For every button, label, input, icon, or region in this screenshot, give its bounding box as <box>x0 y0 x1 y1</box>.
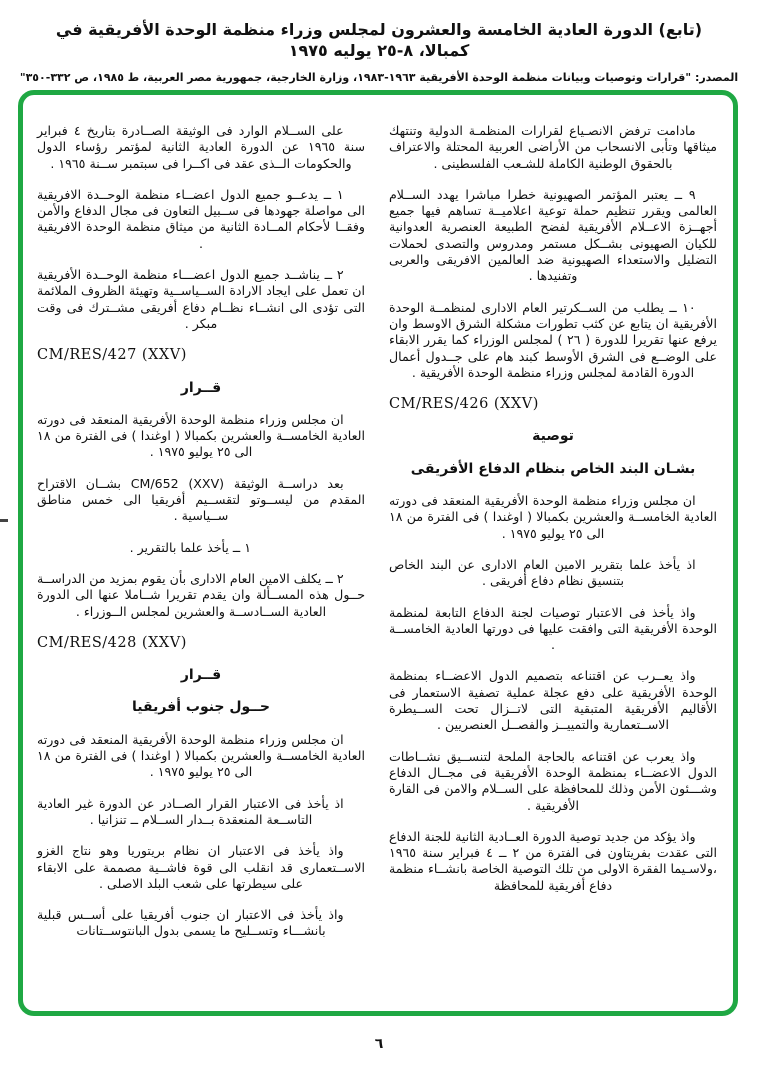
paragraph-item-9: ٩ ــ يعتبر المؤتمر الصهيونية خطرا مباشرا يهدد الســلام العالمى ويقرر تنظيم حملة توعية اعلاميــة تساهم فيها جميع أجهــزة الاعــلام الأفريقية لفضح الطبيعة العنصرية العدوانية للكيان الصهيونى بشــكل مستمر ومدروس والتصدى لحملات التضليل والاستعداء الصهيونية ضد العالمين الافريقى والعربى وتفنيدها . <box>389 186 717 284</box>
green-border-frame <box>18 90 738 1016</box>
resolution-type-heading: قــرار <box>180 379 222 396</box>
paragraph: ان مجلس وزراء منظمة الوحدة الأفريقية المنعقد فى دورته العادية الخامســة والعشرين بكمبالا ( اوغندا ) فى الفترة من ١٨ الى ٢٥ يوليو ١٩٧٥ . <box>389 493 717 541</box>
resolution-subject-heading: بشـان البند الخاص بنظام الدفاع الأفريقى <box>410 460 696 477</box>
text-columns <box>37 123 717 1003</box>
paragraph: واذ يأخذ فى الاعتبار ان نظام بريتوريا وهو نتاج الغزو الاســتعمارى قد انقلب الى قوة فاشــية مصممة على الابقاء على سيطرتها على شعب البلد الاصلى . <box>37 843 365 891</box>
page-title: (تابع) الدورة العادية الخامسة والعشرون لمجلس وزراء منظمة الوحدة الأفريقية في كمبالا، ٨-٢٥ يوليه ١٩٧٥ <box>55 20 703 60</box>
source-citation: المصدر: "قرارات وتوصيات وبيانات منظمة الوحدة الأفريقية ١٩٦٣-١٩٨٣، وزارة الخارجية، جمهورية مصر العربية، ط ١٩٨٥، ص ٣٣٢-٣٥٠" <box>19 70 739 84</box>
paragraph: اذ يأخذ فى الاعتبار القرار الصــادر عن الدورة غير العادية التاســعة المنعقدة بــدار الســلام ــ تنزانيا . <box>37 795 344 827</box>
paragraph-item-10: ١٠ ــ يطلب من الســكرتير العام الادارى لمنظمــة الوحدة الأفريقية ان يتابع عن كثب تطورات مشكلة الشرق الاوسط وان يرفع عنها تقريرا للدورة ( ٢٦ ) لمجلس الوزراء كما يقرر الابقاء على الوضــع فى الشرق الأوسط كبند هام على جــدول أعمال الدورة القادمة لمجلس وزراء منظمة الوحدة الأفريقية . <box>389 299 717 380</box>
column-left <box>37 123 365 1003</box>
paragraph-item-1: ١ ــ يدعــو جميع الدول اعضــاء منظمة الوحــدة الافريقية الى مواصلة جهودها فى ســبيل التعاون فى مجال الدفاع والأمن وفقــا لأحكام المــادة الثانية من ميثاق منظمة الوحدة الافريقية . <box>37 186 365 251</box>
paragraph-item-2: ٢ ــ يكلف الامين العام الادارى بأن يقوم بمزيد من الدراســة حــول هذه المســألة وان يقدم تقريرا شــاملا عنها الى الدورة العادية الســادســة والعشرين لمجلس الــوزراء . <box>37 570 365 619</box>
paragraph: على الســلام الوارد فى الوثيقة الصــادرة بتاريخ ٤ فبراير سنة ١٩٦٥ عن الدورة العادية الثانية لمؤتمر رؤساء الدول والحكومات الــذى عقد فى اكــرا فى سبتمبر ســنة ١٩٦٥ . <box>37 123 365 171</box>
paragraph-item-1: ١ ــ يأخذ علما بالتقرير . <box>129 539 252 555</box>
paragraph: واذ يأخذ فى الاعتبار توصيات لجنة الدفاع التابعة لمنظمة الوحدة الأفريقية التى وافقت عليها فى دورتها العادية الخامســة . <box>389 604 717 653</box>
paragraph: ان مجلس وزراء منظمة الوحدة الأفريقية المنعقد فى دورته العادية الخامســة والعشرين بكمبالا ( اوغندا ) فى الفترة من ١٨ الى ٢٥ يوليو ١٩٧٥ . <box>37 411 365 460</box>
column-right <box>389 123 717 1003</box>
page-header <box>0 20 758 84</box>
paragraph: واذ يعــرب عن اقتناعه بتصميم الدول الاعضــاء بمنظمة الوحدة الأفريقية على دفع عجلة عملية تصفية الاستعمار فى الأقاليم الأفريقية المتبقية التى لاتــزال تحت الســيطرة الاســتعمارية والتمييــز والفصــل العنصريين . <box>389 668 717 733</box>
resolution-number-cm-res-427: CM/RES/427 (XXV) <box>37 347 187 364</box>
resolution-number-cm-res-426: CM/RES/426 (XXV) <box>389 396 539 413</box>
paragraph: واذ يعرب عن اقتناعه بالحاجة الملحة لتنســيق نشــاطات الدول الاعضــاء بمنظمة الوحدة الأفريقية فى مجــال الدفاع وشـــئون الأمن وذلك للمحافظة على الســلام والامن فى القارة الأفريقية . <box>389 748 717 813</box>
paragraph: ان مجلس وزراء منظمة الوحدة الأفريقية المنعقد فى دورته العادية الخامســة والعشرين بكمبالا ( اوغندا ) فى الفترة من ١٨ الى ٢٥ يوليو ١٩٧٥ . <box>37 731 365 780</box>
resolution-number-cm-res-428: CM/RES/428 (XXV) <box>37 634 187 651</box>
scan-artifact-mark <box>0 519 8 522</box>
resolution-type-heading: قــرار <box>180 667 222 684</box>
paragraph: اذ يأخذ علما بتقرير الامين العام الادارى عن البند الخاص بتنسيق نظام دفاع أفريقى . <box>389 556 696 589</box>
paragraph: واذ يؤكد من جديد توصية الدورة العــادية الثانية للجنة الدفاع التى عقدت بفريتاون فى الفترة من ٢ ــ ٤ فبراير سنة ١٩٦٥ ،ولاسـيما الفقرة الاولى من تلك التوصية الخاصة بانشــاء منظمة دفاع أفريقية للمحافظة <box>389 828 717 893</box>
page-number: ٦ <box>374 1036 384 1052</box>
resolution-subject-heading: حــول جنوب أفريقيا <box>132 699 270 716</box>
paragraph: واذ يأخذ فى الاعتبار ان جنوب أفريقيا على أســس قبلية بانشـــاء وتســليح ما يسمى بدول البانتوســتانات <box>37 907 344 939</box>
paragraph-item-2: ٢ ــ يناشــد جميع الدول اعضـــاء منظمة الوحــدة الأفريقية ان تعمل على ايجاد الارادة الســياســية وتهيئة الظروف الملائمة التى تؤدى الى انشــاء نظــام دفاع أفريقى مشــترك فى وقت مبكر . <box>37 267 365 331</box>
resolution-type-heading: توصية <box>532 428 574 445</box>
paragraph: مادامت ترفض الانصـياع لقرارات المنظمـة الدولية وتنتهك ميثاقها وتأبى الانسحاب من الأراضى العربية المحتلة والاعتراف بالحقوق الوطنية الكاملة للشـعب الفلسطينى . <box>389 123 717 171</box>
paragraph: بعد دراســة الوثيقة CM/652 (XXV) بشــان الاقتراح المقدم من ليســوتو لتقســيم أفريقيا الى خمس مناطق ســياسية . <box>37 475 365 524</box>
